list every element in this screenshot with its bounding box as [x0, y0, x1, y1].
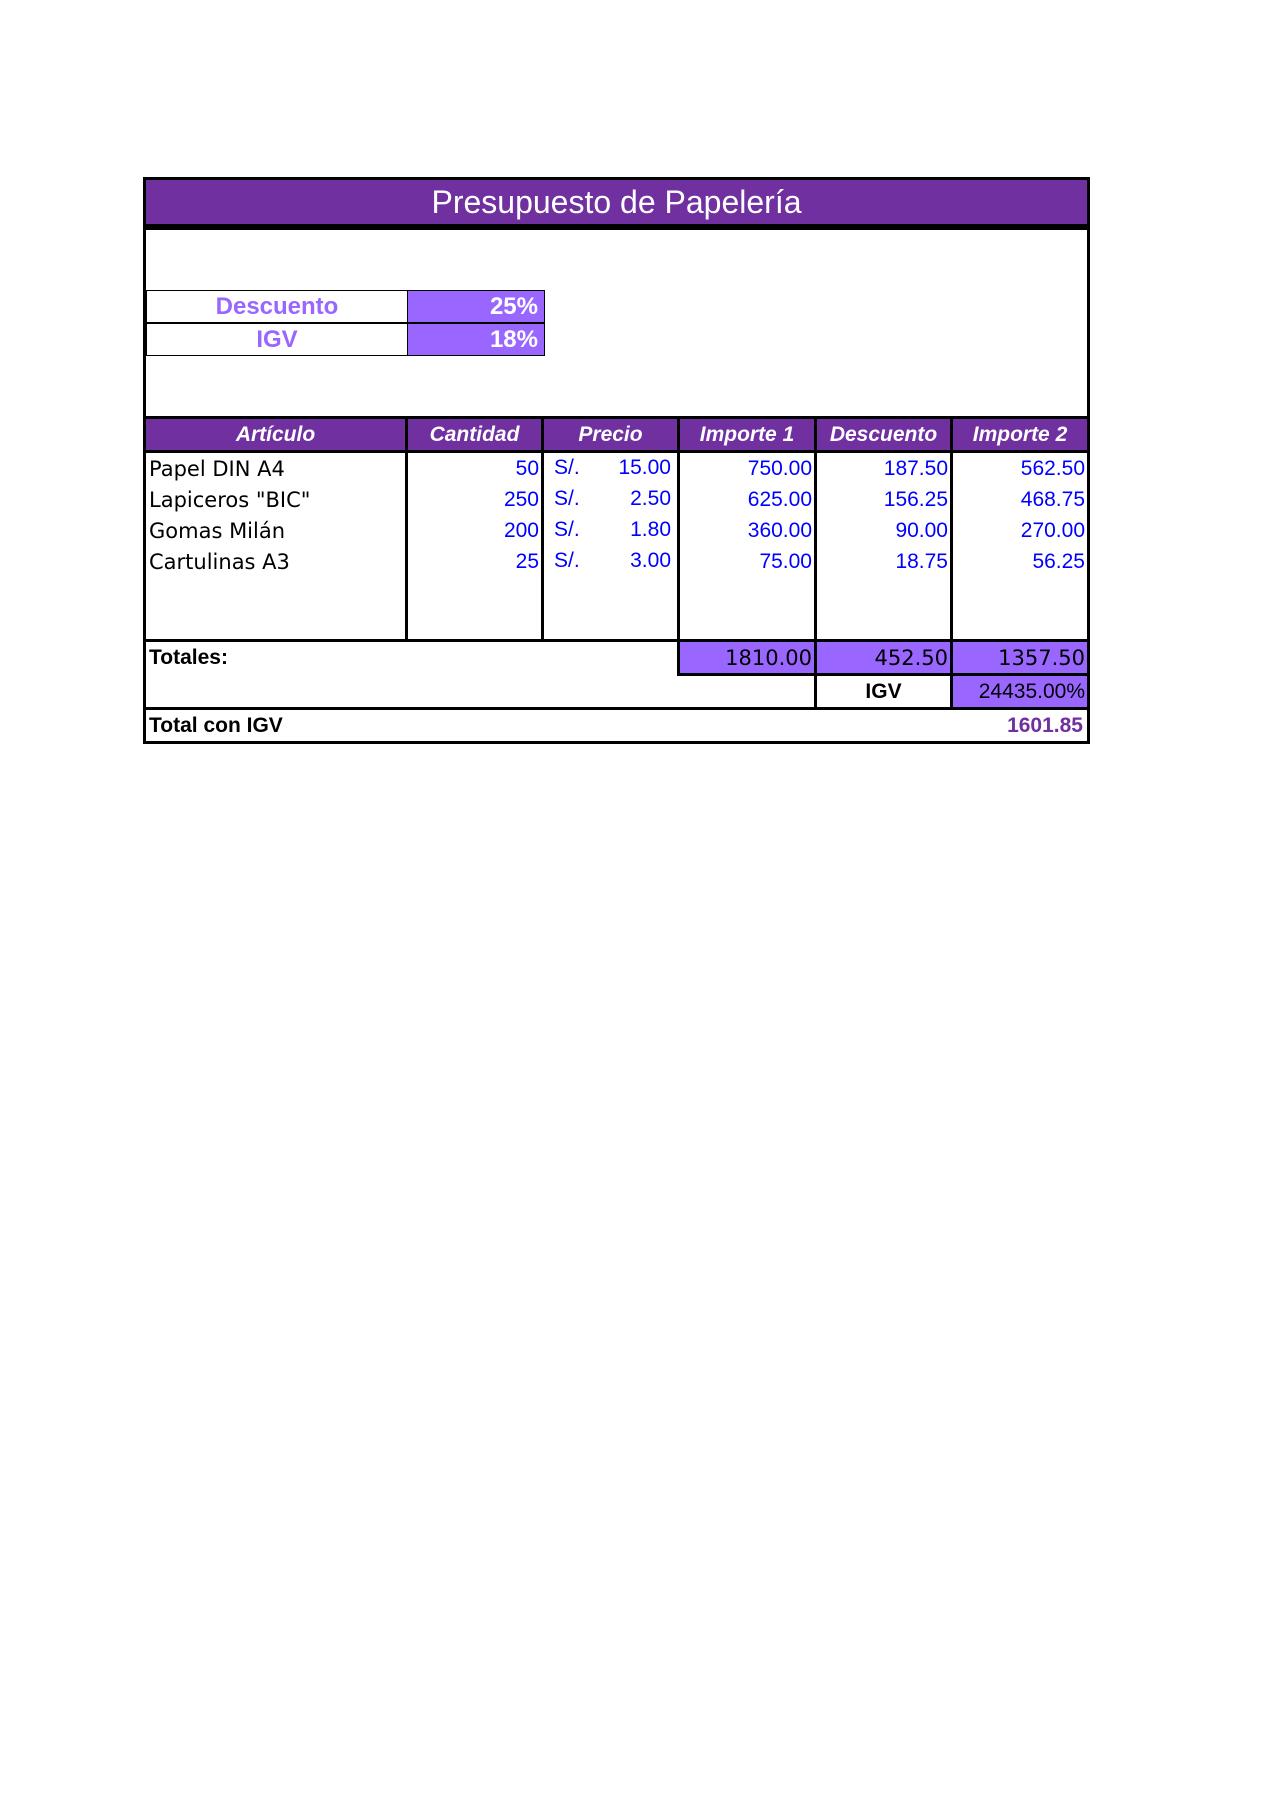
cell-cantidad[interactable]: 250	[407, 484, 543, 515]
cell-articulo[interactable]: Papel DIN A4	[149, 456, 285, 481]
params-block	[143, 227, 1090, 416]
items-table	[143, 416, 1090, 744]
cell-precio[interactable]	[543, 484, 679, 515]
cell-articulo[interactable]: Cartulinas A3	[149, 549, 290, 574]
igv-label: IGV	[146, 323, 408, 356]
cell-importe2[interactable]: 562.50	[952, 452, 1089, 485]
table-row	[145, 546, 1089, 577]
header-descuento: Descuento	[816, 418, 952, 452]
final-value[interactable]: 1601.85	[952, 709, 1089, 743]
cell-importe2[interactable]: 270.00	[952, 515, 1089, 546]
igv-total-label: IGV	[816, 675, 952, 709]
table-row	[145, 484, 1089, 515]
price-value: 2.50	[630, 487, 671, 510]
cell-precio[interactable]	[543, 515, 679, 546]
price-value: 1.80	[630, 518, 671, 541]
cell-importe2[interactable]: 56.25	[952, 546, 1089, 577]
budget-sheet	[143, 177, 1090, 744]
header-articulo: Artículo	[145, 418, 407, 452]
header-row	[145, 418, 1089, 452]
header-precio: Precio	[543, 418, 679, 452]
cell-importe1[interactable]: 750.00	[679, 452, 816, 485]
price-value: 3.00	[630, 549, 671, 572]
igv-row	[145, 675, 1089, 709]
currency-symbol: S/.	[554, 549, 580, 572]
igv-value[interactable]: 18%	[408, 323, 545, 356]
currency-symbol: S/.	[554, 487, 580, 510]
cell-importe1[interactable]: 360.00	[679, 515, 816, 546]
cell-precio[interactable]	[543, 452, 679, 485]
header-importe2: Importe 2	[952, 418, 1089, 452]
cell-descuento[interactable]: 18.75	[816, 546, 952, 577]
header-importe1: Importe 1	[679, 418, 816, 452]
igv-total-value[interactable]: 24435.00%	[952, 675, 1089, 709]
total-importe2[interactable]: 1357.50	[952, 641, 1089, 675]
cell-cantidad[interactable]: 50	[407, 452, 543, 485]
cell-articulo[interactable]: Gomas Milán	[149, 518, 286, 543]
total-descuento[interactable]: 452.50	[816, 641, 952, 675]
cell-importe2[interactable]: 468.75	[952, 484, 1089, 515]
total-importe1[interactable]: 1810.00	[679, 641, 816, 675]
cell-importe1[interactable]: 75.00	[679, 546, 816, 577]
header-cantidad: Cantidad	[407, 418, 543, 452]
final-row	[145, 709, 1089, 743]
cell-precio[interactable]	[543, 546, 679, 577]
cell-descuento[interactable]: 156.25	[816, 484, 952, 515]
totals-row	[145, 641, 1089, 675]
discount-value[interactable]: 25%	[408, 290, 545, 323]
currency-symbol: S/.	[554, 518, 580, 541]
totals-label: Totales:	[145, 641, 679, 675]
empty-row	[145, 577, 1089, 641]
sheet-title: Presupuesto de Papelería	[143, 177, 1090, 227]
currency-symbol: S/.	[554, 456, 580, 479]
price-value: 15.00	[618, 456, 671, 479]
table-row	[145, 452, 1089, 485]
cell-importe1[interactable]: 625.00	[679, 484, 816, 515]
cell-articulo[interactable]: Lapiceros "BIC"	[149, 487, 311, 512]
discount-label: Descuento	[146, 290, 408, 323]
cell-cantidad[interactable]: 200	[407, 515, 543, 546]
cell-descuento[interactable]: 90.00	[816, 515, 952, 546]
final-label: Total con IGV	[145, 709, 952, 743]
cell-descuento[interactable]: 187.50	[816, 452, 952, 485]
cell-cantidad[interactable]: 25	[407, 546, 543, 577]
table-row	[145, 515, 1089, 546]
